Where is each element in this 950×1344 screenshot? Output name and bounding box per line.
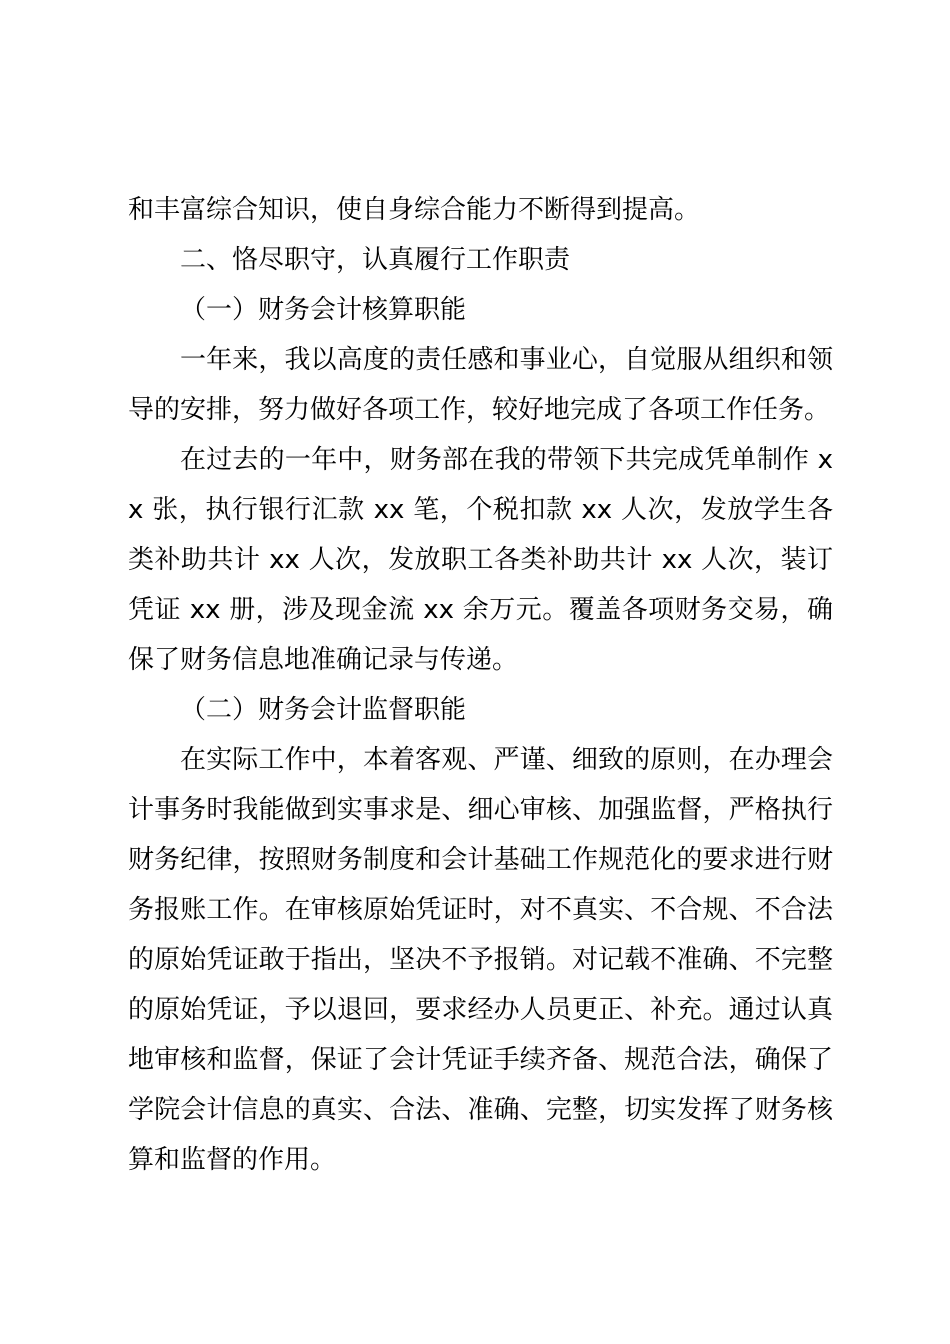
paragraph-continuation: 和丰富综合知识，使自身综合能力不断得到提高。 bbox=[128, 195, 701, 225]
document-body bbox=[128, 185, 833, 1185]
subsection-heading-accounting: （一）财务会计核算职能 bbox=[180, 295, 467, 325]
section-heading: 二、恪尽职守，认真履行工作职责 bbox=[180, 245, 571, 275]
paragraph-statistics: 在过去的一年中，财务部在我的带领下共完成凭单制作 xx 张，执行银行汇款 xx 笔，个税扣款 xx 人次，发放学生各类补助共计 xx 人次，发放职工各类补助共计 xx 人次，装订凭证 xx 册，涉及现金流 xx 余万元。覆盖各项财务交易，确保了财务信息地准确记录与传递。 bbox=[128, 445, 833, 675]
subsection-heading-supervision: （二）财务会计监督职能 bbox=[180, 695, 467, 725]
paragraph-overview: 一年来，我以高度的责任感和事业心，自觉服从组织和领导的安排，努力做好各项工作，较好地完成了各项工作任务。 bbox=[128, 345, 833, 425]
paragraph-supervision: 在实际工作中，本着客观、严谨、细致的原则，在办理会计事务时我能做到实事求是、细心审核、加强监督，严格执行财务纪律，按照财务制度和会计基础工作规范化的要求进行财务报账工作。在审核原始凭证时，对不真实、不合规、不合法的原始凭证敢于指出，坚决不予报销。对记载不准确、不完整的原始凭证，予以退回，要求经办人员更正、补充。通过认真地审核和监督，保证了会计凭证手续齐备、规范合法，确保了学院会计信息的真实、合法、准确、完整，切实发挥了财务核算和监督的作用。 bbox=[128, 745, 833, 1175]
